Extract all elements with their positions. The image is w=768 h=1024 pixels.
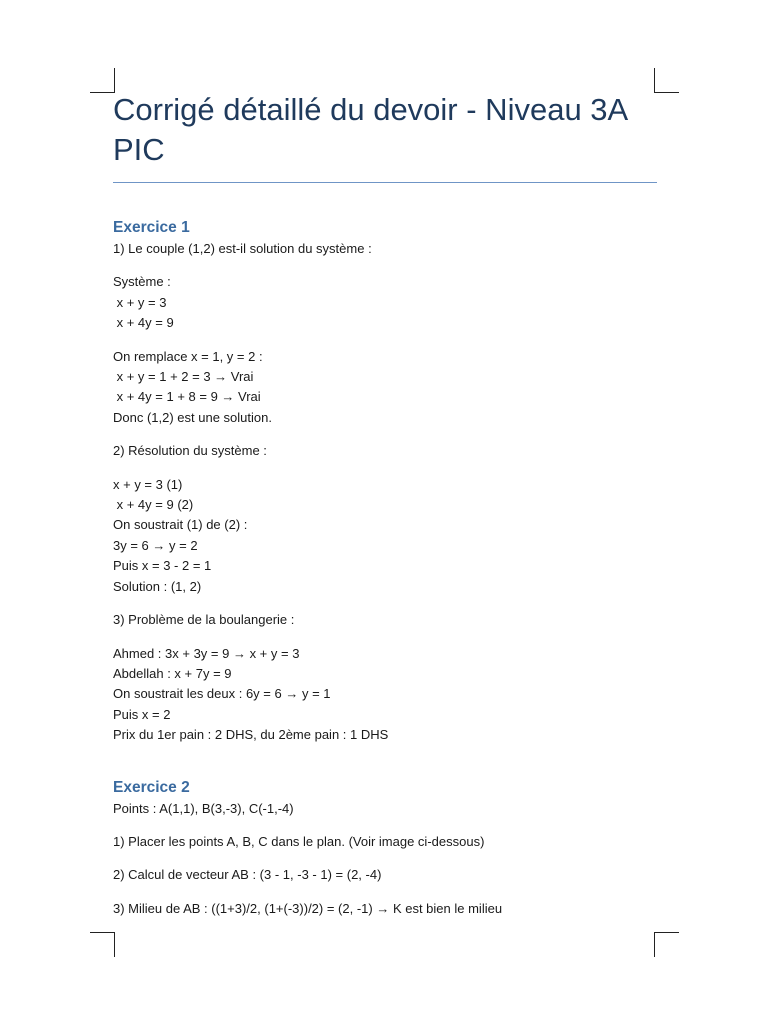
text-line: 1) Placer les points A, B, C dans le plan. (Voir image ci-dessous) [113,833,485,849]
text-line: x + y = 1 + 2 = 3 → Vrai [113,369,254,385]
text-line: x + 4y = 9 [113,315,174,331]
text-line: Abdellah : x + 7y = 9 [113,665,232,681]
title-divider [113,182,657,183]
paragraph-block [113,441,657,461]
paragraph-block [113,832,657,852]
section-blocks [113,239,657,746]
crop-mark-bottom-right [654,932,679,957]
text-line: 1) Le couple (1,2) est-il solution du système : [113,241,372,256]
document-title: Corrigé détaillé du devoir - Niveau 3A PIC [113,92,627,167]
paragraph-block [113,610,657,630]
text-line: 2) Résolution du système : [113,443,267,459]
crop-mark-top-left [90,68,115,93]
text-line: 3) Problème de la boulangerie : [113,612,295,628]
section-heading: Exercice 2 [113,778,190,796]
text-line: Solution : (1, 2) [113,578,202,594]
crop-mark-bottom-left [90,932,115,957]
text-line: Prix du 1er pain : 2 DHS, du 2ème pain : 1 DHS [113,727,389,743]
paragraph-block [113,865,657,885]
text-line: On soustrait les deux : 6y = 6 → y = 1 [113,686,331,702]
paragraph-block [113,347,657,429]
document-body [113,90,657,932]
text-line: On soustrait (1) de (2) : [113,517,248,533]
paragraph-block [113,799,657,819]
text-line: Points : A(1,1), B(3,-3), C(-1,-4) [113,800,294,816]
paragraph-block [113,899,657,919]
text-line: 3) Milieu de AB : ((1+3)/2, (1+(-3))/2) = (2, -1) → K est bien le milieu [113,900,503,916]
text-line: On remplace x = 1, y = 2 : [113,348,263,364]
section-blocks [113,799,657,920]
section-heading: Exercice 1 [113,219,190,236]
text-line: 3y = 6 → y = 2 [113,537,198,553]
text-line: x + 4y = 9 (2) [113,497,194,513]
crop-mark-top-right [654,68,679,93]
text-line: Ahmed : 3x + 3y = 9 → x + y = 3 [113,645,300,661]
text-line: Puis x = 3 - 2 = 1 [113,558,212,574]
text-line: Puis x = 2 [113,706,171,722]
text-line: x + y = 3 (1) [113,476,183,492]
paragraph-block [113,239,657,259]
text-line: Système : [113,274,171,290]
paragraph-block [113,272,657,333]
text-line: x + y = 3 [113,294,167,310]
section-exercice-2 [113,778,657,920]
section-exercice-1 [113,218,657,746]
text-line: x + 4y = 1 + 8 = 9 → Vrai [113,389,261,405]
paragraph-block [113,475,657,597]
text-line: 2) Calcul de vecteur AB : (3 - 1, -3 - 1) = (2, -4) [113,867,382,883]
paragraph-block [113,644,657,746]
text-line: Donc (1,2) est une solution. [113,409,272,425]
